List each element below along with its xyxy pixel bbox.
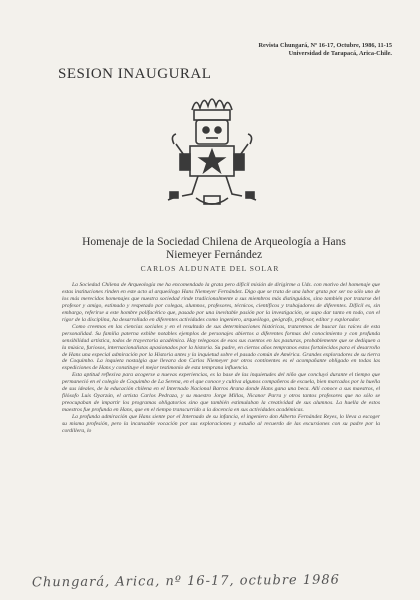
article-title-line-1: Homenaje de la Sociedad Chilena de Arqueología a Hans	[82, 236, 346, 248]
handwritten-annotation: Chungará, Arica, nº 16-17, octubre 1986	[31, 572, 340, 591]
paragraph: Esta aptitud reflexiva para acogerse a nuevas experiencias, es la base de las inquietudes del niño que concluyó durante el tiempo que permaneció en el colegio de Coquimbo de La Serena, en el que conoce y cultiva algunos compañeros de escuela, bien marcados por la huella de sus ideales, de la educación chilena en el Internado Nacional Barros Arana donde Hans gana una beca. Allí conoce a sus maestros, el filósofo Luis Oyarzún, el artista Carlos Pedraza, y su maestro Jorge Millas, Nicanor Parra y otros tantos profesores que no sólo se preocupaban de impartir los programas obligatorios sino que también estimulaban la creatividad de sus alumnos. La huella de estos maestros fue profunda en Hans, que en el tiempo transcurrido a la docencia en sus actividades académicas.	[62, 372, 380, 414]
citation-line-1: Revista Chungará, Nº 16-17, Octubre, 1986, 11-15	[258, 42, 392, 49]
journal-citation	[222, 42, 392, 58]
citation-line-2: Universidad de Tarapacá, Arica-Chile.	[288, 50, 392, 57]
paragraph: La Sociedad Chilena de Arqueología me ha encomendado la grata pero difícil misión de dirigirme a Uds. con motivo del homenaje que estas instituciones rinden en este acto al arqueólogo Hans Niemeyer Fernández. Digo que se trata de una labor grata por ser no sólo uno de los más merecidos homenajes que nuestra sociedad rinde tradicionalmente a sus miembros más distinguidos, sino también por tratarse del profesor y amigo, estimado y respetado por colegas, alumnos, profesores, técnicos, científicos y trabajadores de diferentes. Difícil es, sin embargo, referirse a este hombre polifacético que, pasado por una inevitable pasión por la investigación, se supo dar tanto en todo, con el rigor de la disciplina, ha desarrollado en diferentes actividades como ingeniero, arqueólogo, geógrafo, profesor, editor y explorador.	[62, 282, 380, 323]
article-title-line-2: Niemeyer Fernández	[165, 249, 263, 261]
article-title	[64, 236, 364, 262]
session-title: SESION INAUGURAL	[58, 66, 212, 82]
paragraph: Como creemos en las ciencias sociales y en el resultado de sus determinaciones históricas, trataremos de buscar las raíces de esta personalidad. Su familia paterna exhibe notables ejemplos de personajes abiertos a diferentes formas del conocimiento y con profunda sensibilidad artística, todos de trayectoria académica. Hay telegosos de esos sus cuentos en las pasturas, probablemente que se dediquen a la música, furiosos, internacionalistas apasionados por la historia. Su padre, en ciertos años tempranos estos fortalecidos para el desarrollo de Hans una especial admiración por la Historia antes y la inquietud sobre el pasado común de América. Grandes exploradores de su tierra de Coquimbo. La inquieta nostalgia que llevara don Carlos Niemeyer por otros continentes es el acompañante obligado en todas las expediciones de Hans y constituye el mejor testimonio de esta temprana influencia.	[62, 323, 380, 372]
author-name: CARLOS ALDUNATE DEL SOLAR	[140, 264, 280, 273]
article-body	[62, 282, 380, 435]
paragraph: La profunda admiración que Hans siente por el Internado de su infancia, el ingeniero don Alberto Fernández Reyes, lo lleva a escoger su misma profesión, pero la incansable vocación por sus exploraciones y estudio al recuerdo de las excursiones con su padre por la cordillera, lo	[62, 414, 380, 435]
andean-figure-emblem-icon	[156, 92, 268, 214]
